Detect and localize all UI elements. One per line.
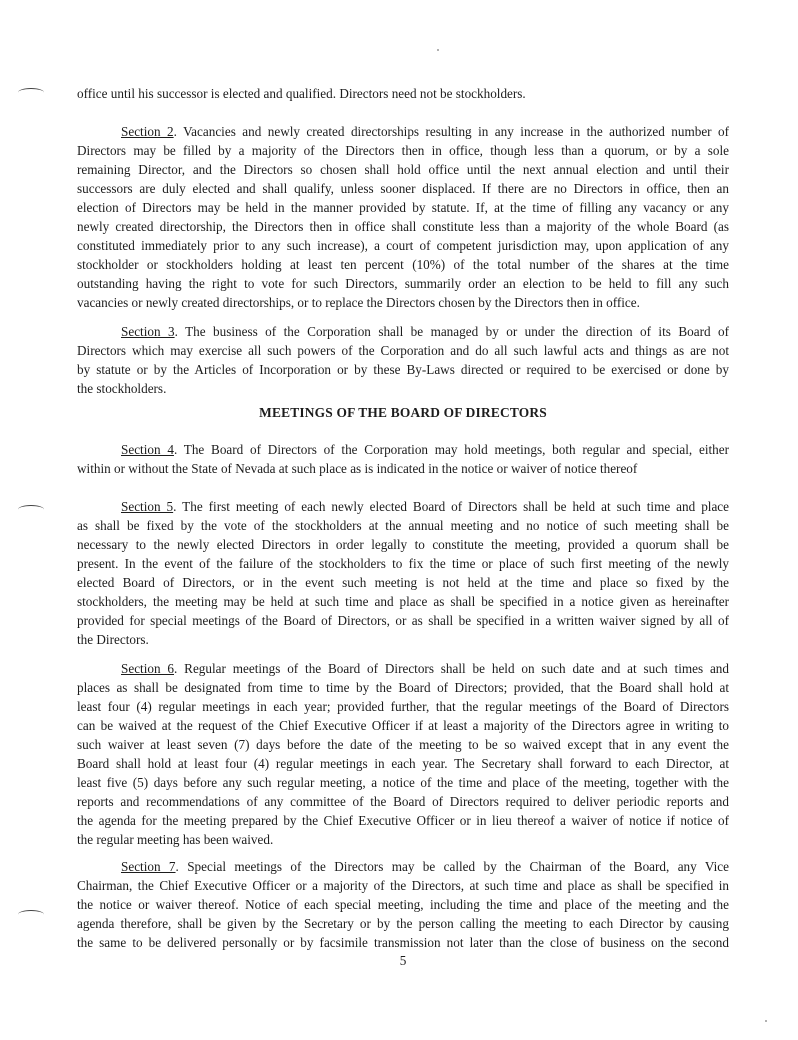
text-line: outstanding having the right to vote for such Directors, summarily order an election to be held to fill any such bbox=[77, 276, 729, 291]
section-3-first-line: Section 3. The business of the Corporation shall be managed by or under the direction of its Board of bbox=[121, 324, 729, 339]
text-line: Chairman, the Chief Executive Officer or a majority of the Directors, at such time and place as shall be specified in bbox=[77, 878, 729, 893]
text-line: the notice or waiver thereof. Notice of each special meeting, including the time and place of the meeting and the bbox=[77, 897, 729, 912]
text-line: Board shall hold at least four (4) regular meetings in each year. The Secretary shall forward to each Director, at bbox=[77, 756, 729, 771]
text-line: the regular meeting has been waived. bbox=[77, 832, 274, 847]
text-line: necessary to the newly elected Directors in order legally to constitute the meeting, provided a quorum shall be bbox=[77, 537, 729, 552]
text-line: the Directors. bbox=[77, 632, 149, 647]
text-line: as shall be fixed by the vote of the stockholders at the annual meeting and no notice of such meeting shall be bbox=[77, 518, 729, 533]
text-line: constituted immediately prior to any such increase), a court of competent jurisdiction may, upon application of any bbox=[77, 238, 729, 253]
section-6-first-line: Section 6. Regular meetings of the Board of Directors shall be held on such date and at such times and bbox=[121, 661, 729, 676]
text-line: elected Board of Directors, or in the event such meeting is not held at the time and place so fixed by the bbox=[77, 575, 729, 590]
section-4-label: Section 4 bbox=[121, 442, 174, 457]
section-2-label: Section 2 bbox=[121, 124, 174, 139]
text-line: the agenda for the meeting prepared by the Chief Executive Officer or in lieu thereof a waiver of notice if notice of bbox=[77, 813, 729, 828]
text-line: stockholders, the meeting may be held at such time and place as shall be specified in a notice given as hereinafter bbox=[77, 594, 729, 609]
text-line: by statute or by the Articles of Incorporation or by these By-Laws directed or required to be exercised or done by bbox=[77, 362, 729, 377]
text-line: election of Directors may be held in the manner provided by statute. If, at the time of filling any vacancy or any bbox=[77, 200, 729, 215]
text-line: can be waived at the request of the Chief Executive Officer if at least a majority of the Directors agree in writing to bbox=[77, 718, 729, 733]
text-line: least five (5) days before any such regular meeting, a notice of the time and place of the meeting, together with the bbox=[77, 775, 729, 790]
text-line: successors are duly elected and shall qualify, unless sooner displaced. If there are no Directors in office, then an bbox=[77, 181, 729, 196]
scan-speck bbox=[765, 1020, 767, 1022]
margin-hole-mark bbox=[18, 88, 44, 97]
text-line: provided for special meetings of the Board of Directors, or as shall be specified in a written waiver signed by all of bbox=[77, 613, 729, 628]
page-number: 5 bbox=[399, 953, 407, 968]
text-line: reports and recommendations of any committee of the Board of Directors required to deliver periodic reports and bbox=[77, 794, 729, 809]
text-line: newly created directorship, the Directors then in office shall constitute less than a majority of the whole Board (as bbox=[77, 219, 729, 234]
text-line: least four (4) regular meetings in each year; provided further, that the regular meetings of the Board of Directors bbox=[77, 699, 729, 714]
text-line: stockholder or stockholders holding at least ten percent (10%) of the total number of the shares at the time bbox=[77, 257, 729, 272]
text-line: within or without the State of Nevada at such place as is indicated in the notice or waiver of notice thereof bbox=[77, 461, 638, 476]
text-line: remaining Director, and the Directors so chosen shall hold office until the next annual election and until their bbox=[77, 162, 729, 177]
text-line: Directors which may exercise all such powers of the Corporation and do all such lawful acts and things as are not bbox=[77, 343, 729, 358]
text-line: places as shall be designated from time to time by the Board of Directors; provided, that the Board shall hold at bbox=[77, 680, 729, 695]
text-line: Directors may be filled by a majority of the Directors then in office, though less than a quorum, or by a sole bbox=[77, 143, 729, 158]
scan-speck bbox=[437, 49, 439, 51]
section-5-first-line: Section 5. The first meeting of each newly elected Board of Directors shall be held at such time and place bbox=[121, 499, 730, 514]
text-line: such waiver at least seven (7) days before the date of the meeting to be so waived except that in any event the bbox=[77, 737, 729, 752]
margin-hole-mark bbox=[18, 505, 44, 514]
margin-hole-mark bbox=[18, 910, 44, 919]
section-heading: MEETINGS OF THE BOARD OF DIRECTORS bbox=[259, 405, 547, 420]
section-6-label: Section 6 bbox=[121, 661, 174, 676]
text-line: agenda therefore, shall be given by the Secretary or by the person calling the meeting to each Director by causing bbox=[77, 916, 729, 931]
section-3-label: Section 3 bbox=[121, 324, 175, 339]
text-line: present. In the event of the failure of the stockholders to fix the time or place of such first meeting of the newly bbox=[77, 556, 729, 571]
section-2-first-line: Section 2. Vacancies and newly created directorships resulting in any increase in the authorized number of bbox=[121, 124, 729, 139]
section-7-label: Section 7 bbox=[121, 859, 176, 874]
text-line: office until his successor is elected and qualified. Directors need not be stockholders. bbox=[77, 86, 526, 101]
text-line: the same to be delivered personally or by facsimile transmission not later than the close of business on the second bbox=[77, 935, 729, 950]
section-7-first-line: Section 7. Special meetings of the Directors may be called by the Chairman of the Board, any Vice bbox=[121, 859, 729, 874]
section-4-first-line: Section 4. The Board of Directors of the Corporation may hold meetings, both regular and special, either bbox=[121, 442, 730, 457]
section-5-label: Section 5 bbox=[121, 499, 174, 514]
text-line: vacancies or newly created directorships, or to replace the Directors chosen by the Directors then in office. bbox=[77, 295, 640, 310]
text-line: the stockholders. bbox=[77, 381, 167, 396]
